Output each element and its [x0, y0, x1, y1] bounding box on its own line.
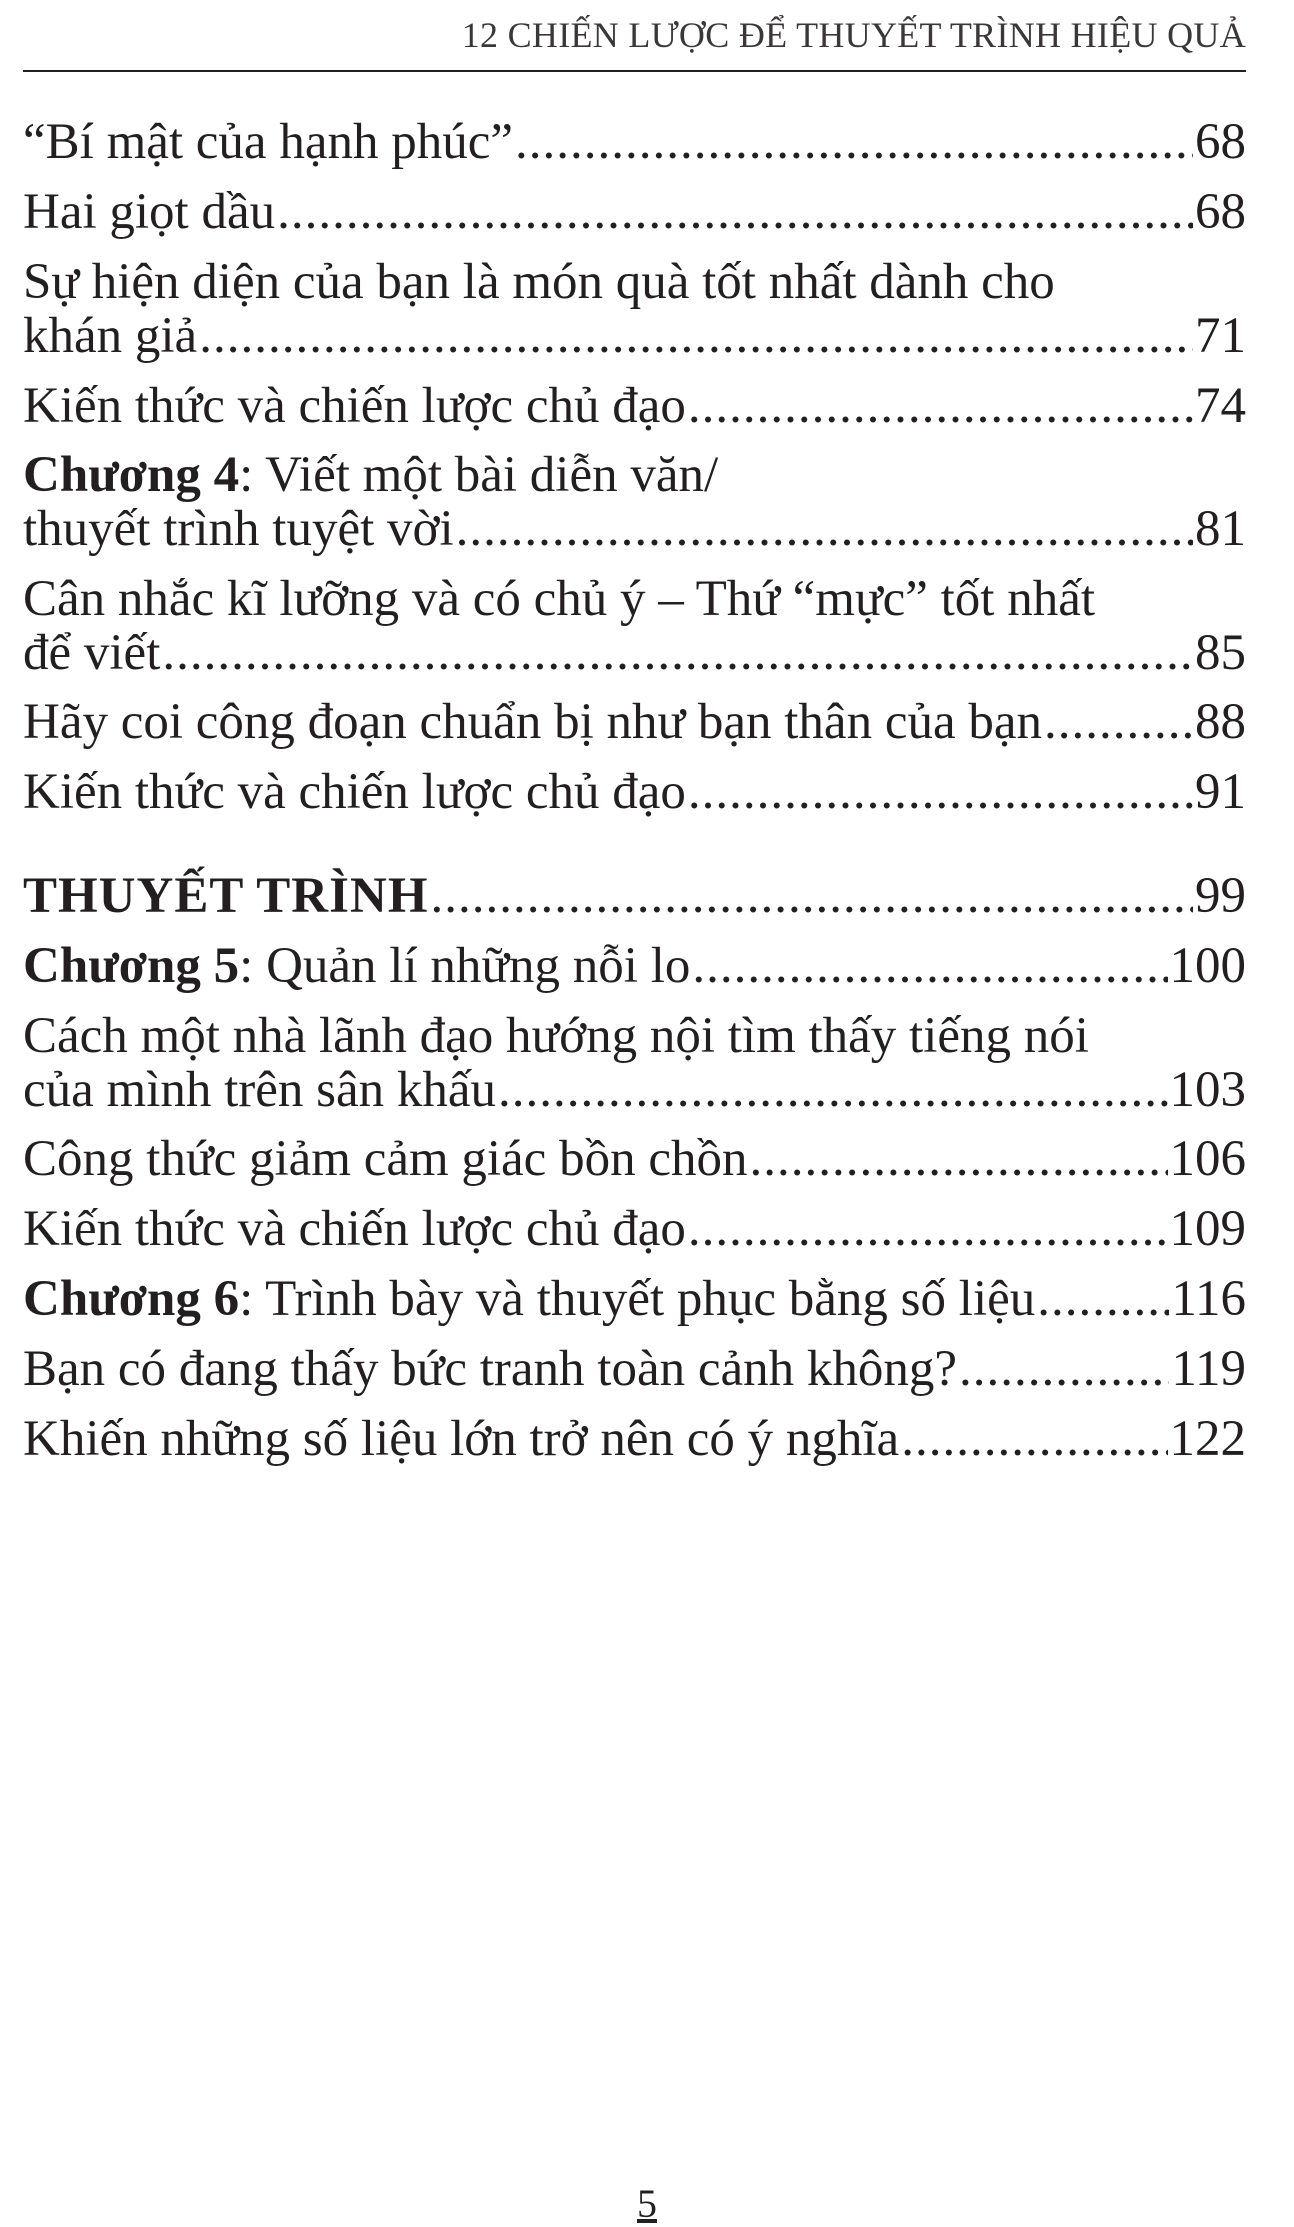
toc-entry-chapter[interactable] — [23, 447, 1246, 579]
toc-entry-page: 71 — [1195, 308, 1246, 364]
toc-entry-title: Hai giọt dầu — [23, 184, 276, 240]
toc-entry-title: Bạn có đang thấy bức tranh toàn cảnh không? — [23, 1341, 958, 1397]
toc-entry-title: Kiến thức và chiến lược chủ đạo — [23, 378, 686, 434]
chapter-label: Chương 6 — [23, 1271, 240, 1327]
toc-entry-title: khán giả — [23, 308, 198, 364]
dot-leader — [959, 1344, 1169, 1395]
dot-leader — [688, 381, 1193, 432]
toc-entry[interactable] — [23, 1201, 1246, 1279]
toc-entry-title: : Quản lí những nỗi lo — [239, 938, 691, 994]
dot-leader — [498, 1065, 1167, 1116]
toc-entry-title: Kiến thức và chiến lược chủ đạo — [23, 1201, 686, 1257]
toc-entry-chapter[interactable] — [23, 938, 1246, 1016]
toc-entry-title: : Trình bày và thuyết phục bằng số liệu — [239, 1271, 1036, 1327]
dot-leader — [688, 1204, 1168, 1255]
toc-entry-title: Khiến những số liệu lớn trở nên có ý nghĩa — [23, 1411, 900, 1467]
toc-entry-title: Kiến thức và chiến lược chủ đạo — [23, 764, 686, 820]
toc-entry-title: của mình trên sân khấu — [23, 1062, 497, 1118]
toc-entry[interactable] — [23, 114, 1246, 192]
dot-leader — [162, 628, 1193, 679]
toc-entry-part[interactable] — [23, 868, 1246, 946]
dot-leader — [688, 767, 1193, 818]
toc-entry-title: thuyết trình tuyệt vời — [23, 501, 454, 557]
dot-leader — [456, 504, 1193, 555]
dot-leader — [1037, 1274, 1169, 1325]
chapter-label: Chương 5 — [23, 938, 240, 994]
toc-entry-page: 68 — [1195, 184, 1246, 240]
toc-entry-page: 91 — [1195, 764, 1246, 820]
toc-entry-page: 81 — [1195, 501, 1246, 557]
toc-entry-page: 116 — [1171, 1271, 1246, 1327]
toc-entry[interactable] — [23, 764, 1246, 842]
chapter-label: Chương 4 — [23, 447, 240, 503]
dot-leader — [1044, 697, 1193, 748]
toc-entry-title: để viết — [23, 625, 161, 681]
toc-entry[interactable] — [23, 254, 1246, 386]
dot-leader — [749, 1134, 1167, 1185]
toc-entry-page: 109 — [1169, 1201, 1246, 1257]
toc-entry-title-line1: : Viết một bài diễn văn/ — [239, 447, 719, 503]
toc-entry-page: 122 — [1169, 1411, 1246, 1467]
dot-leader — [199, 311, 1193, 362]
toc-entry-page: 106 — [1169, 1131, 1246, 1187]
toc-entry[interactable] — [23, 378, 1246, 456]
page-number — [0, 2180, 1294, 2227]
toc-entry[interactable] — [23, 1411, 1246, 1489]
toc-entry-chapter[interactable] — [23, 1271, 1246, 1349]
toc-entry-title: “Bí mật của hạnh phúc” — [23, 114, 513, 170]
dot-leader — [692, 941, 1167, 992]
toc-entry[interactable] — [23, 571, 1246, 703]
toc-entry-page: 74 — [1195, 378, 1246, 434]
part-title: THUYẾT TRÌNH — [23, 868, 429, 924]
toc-entry-page: 100 — [1169, 938, 1246, 994]
toc-entry[interactable] — [23, 1341, 1246, 1419]
toc-entry[interactable] — [23, 1131, 1246, 1209]
toc-entry-page: 119 — [1171, 1341, 1246, 1397]
page-number-text: 5 — [637, 2181, 657, 2226]
toc-entry-title: Công thức giảm cảm giác bồn chồn — [23, 1131, 748, 1187]
dot-leader — [901, 1414, 1167, 1465]
toc-entry-page: 85 — [1195, 625, 1246, 681]
toc-entry[interactable] — [23, 184, 1246, 262]
toc-entry-page: 68 — [1195, 114, 1246, 170]
running-title: 12 CHIẾN LƯỢC ĐỂ THUYẾT TRÌNH HIỆU QUẢ — [461, 15, 1246, 55]
dot-leader — [430, 871, 1193, 922]
toc-entry-title: Hãy coi công đoạn chuẩn bị như bạn thân của bạn — [23, 694, 1042, 750]
toc-entry[interactable] — [23, 694, 1246, 772]
toc-entry-title-line1: Cách một nhà lãnh đạo hướng nội tìm thấy tiếng nói — [23, 1008, 1089, 1064]
toc-entry-page: 88 — [1195, 694, 1246, 750]
dot-leader — [515, 117, 1193, 168]
toc-entry-page: 103 — [1169, 1062, 1246, 1118]
dot-leader — [277, 187, 1193, 238]
toc-entry-page: 99 — [1195, 868, 1246, 924]
toc-entry-title-line1: Cân nhắc kĩ lưỡng và có chủ ý – Thứ “mực” tốt nhất — [23, 571, 1096, 627]
toc-entry[interactable] — [23, 1008, 1246, 1140]
running-header — [23, 0, 1246, 72]
toc-entry-title-line1: Sự hiện diện của bạn là món quà tốt nhất dành cho — [23, 254, 1055, 310]
